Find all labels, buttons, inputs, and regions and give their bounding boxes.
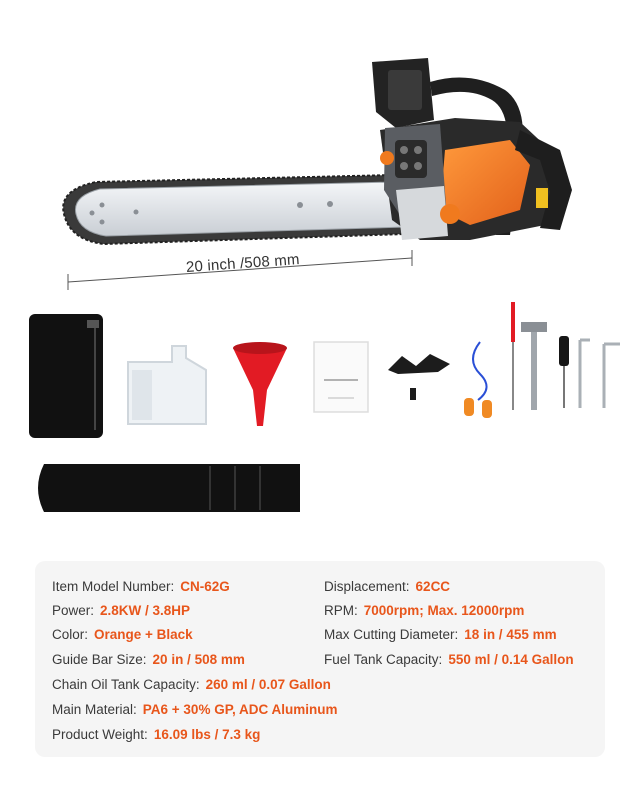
fuel-bottle-image	[122, 340, 212, 428]
spec-max-cut: Max Cutting Diameter: 18 in / 455 mm	[324, 627, 557, 642]
screwdriver-image	[556, 334, 572, 410]
chainsaw-image	[0, 0, 640, 300]
spec-color: Color: Orange + Black	[52, 627, 193, 642]
spec-card	[35, 561, 605, 757]
spec-guide-bar: Guide Bar Size: 20 in / 508 mm	[52, 652, 245, 667]
bar-cover-image	[30, 460, 308, 516]
funnel-image	[231, 340, 289, 428]
spec-model: Item Model Number: CN-62G	[52, 579, 230, 594]
spec-rpm: RPM: 7000rpm; Max. 12000rpm	[324, 603, 525, 618]
spark-plug-wrench-image	[519, 320, 549, 412]
bar-length-label: 20 inch /508 mm	[185, 251, 301, 276]
hex-keys-image	[576, 338, 624, 410]
spec-displacement: Displacement: 62CC	[324, 579, 451, 594]
ear-plugs-image	[460, 340, 500, 420]
tool-bag-image	[27, 312, 105, 440]
spec-fuel-tank: Fuel Tank Capacity: 550 ml / 0.14 Gallon	[324, 652, 574, 667]
spec-material: Main Material: PA6 + 30% GP, ADC Aluminum	[52, 702, 338, 717]
bumper-spike-image	[386, 352, 454, 404]
spec-chain-oil: Chain Oil Tank Capacity: 260 ml / 0.07 Gallon	[52, 677, 331, 692]
spec-weight: Product Weight: 16.09 lbs / 7.3 kg	[52, 727, 261, 742]
manual-image	[312, 340, 370, 414]
spec-power: Power: 2.8KW / 3.8HP	[52, 603, 191, 618]
round-file-image	[507, 300, 519, 412]
